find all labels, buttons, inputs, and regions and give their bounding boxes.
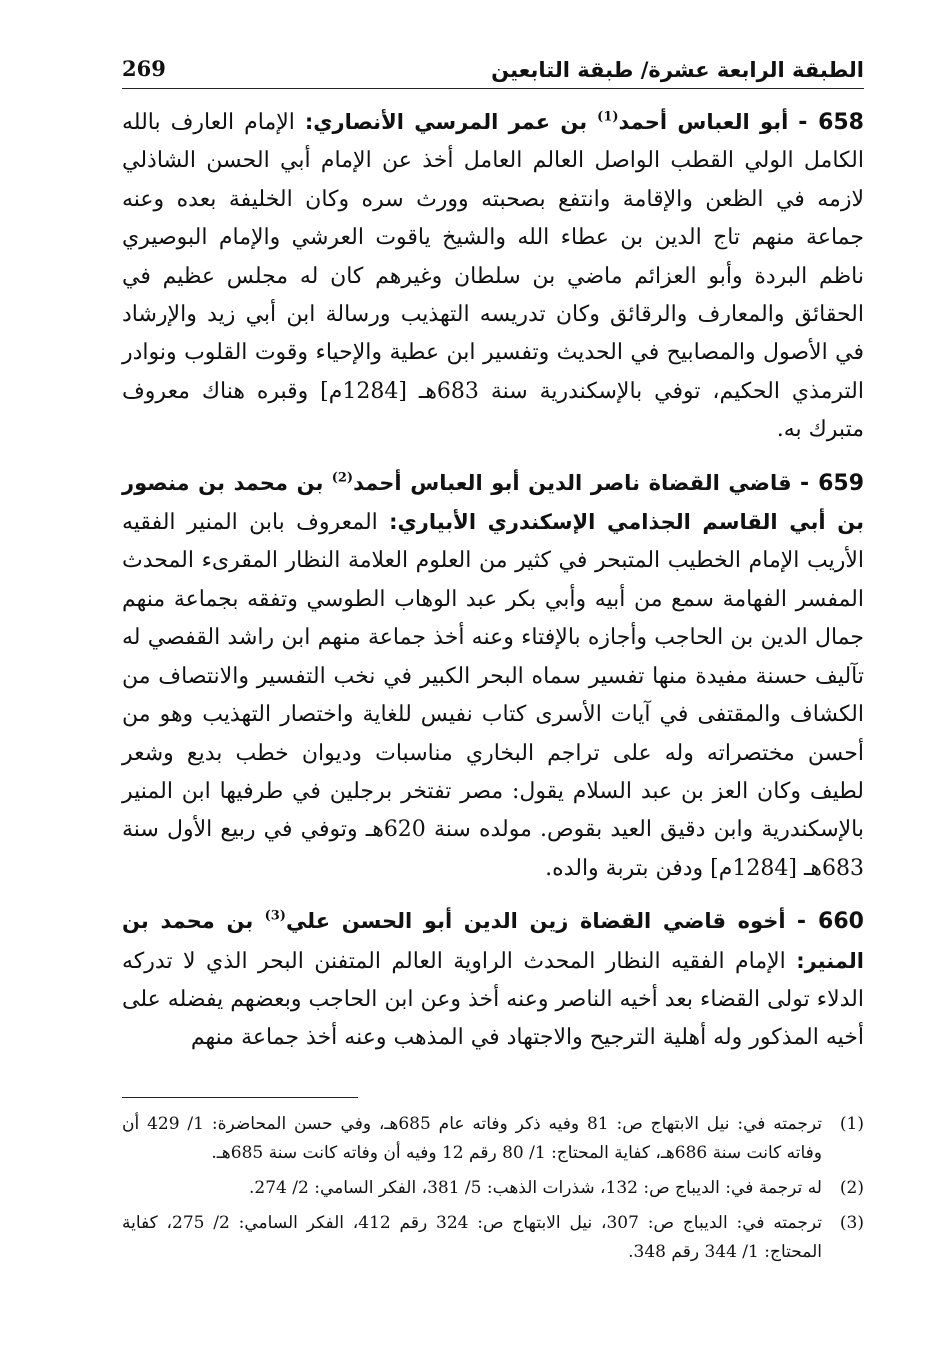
footnote-text: ترجمته في: نيل الابتهاج ص: 81 وفيه ذكر وفاته عام 685هـ، وفي حسن المحاضرة: 1/ 429 أن وفاته كانت سنة 686هـ، كفاية المحتاج: 1/ 80 رقم 12 وفيه أن وفاته كانت سنة 685هـ. <box>122 1114 822 1163</box>
entry-name: أبو العباس أحمد <box>618 110 789 134</box>
entry-number: 659 - <box>799 470 865 496</box>
page-number: 269 <box>122 56 166 81</box>
entry-text: الإمام الفقيه النظار المحدث الراوية العالم المتفنن البحر الذي لا تدركه الدلاء تولى القضاء بعد أخيه الناصر وعنه أخذ وعن ابن الحاجب وبعضهم يفضله على أخيه المذكور وله أهلية الترجيح والاجتهاد في المذهب وعنه أخذ جماعة منهم <box>122 948 864 1051</box>
entry-text: المعروف بابن المنير الفقيه الأريب الإمام الخطيب المتبحر في كثير من العلوم العلامة النظار المقرىء المحدث المفسر الفهامة سمع من أبيه وأبي بكر عبد الوهاب الطوسي وتفقه بجماعة منهم جمال الدين بن الحاجب وأجازه بالإفتاء وعنه أخذ جماعة منهم ابن راشد القفصي له تآليف حسنة مفيدة منها تفسير سماه البحر الكبير في نخب التفسير والانتصاف من الكشاف والمقتفى في آيات الأسرى كتاب نفيس للغاية واختصار التهذيب وهو من أحسن مختصراته وله على تراجم البخاري مناسبات وديوان خطب بديع وشعر لطيف وكان العز بن عبد السلام يقول: مصر تفتخر برجلين في طرفيها ابن المنير بالإسكندرية وابن دقيق العيد بقوص. مولده سنة 620هـ وتوفي في ربيع الأول سنة 683هـ [1284م] ودفن بتربة والده. <box>122 510 865 881</box>
biography-entry-658 <box>122 103 864 450</box>
entry-name-rest: بن عمر المرسي الأنصاري: <box>304 110 588 134</box>
entry-name-rest: بن محمد بن منصور بن أبي القاسم الجذامي الإسكندري الأبياري: <box>122 470 864 535</box>
page-body <box>122 103 864 1058</box>
footnote-ref: (2) <box>331 470 354 486</box>
entry-name: قاضي القضاة ناصر الدين أبو العباس أحمد <box>353 470 792 495</box>
footnote-ref: (1) <box>597 109 619 125</box>
footnote-marker: (3) <box>839 1213 864 1233</box>
entry-text: الإمام العارف بالله الكامل الولي القطب الواصل العالم العامل أخذ عن الإمام أبي الحسن الشاذلي لازمه في الظعن والإقامة وانتفع بصحبته وورث سره وكان الخليفة بعده وعنه جماعة منهم تاج الدين بن عطاء الله والشيخ ياقوت العرشي والإمام البوصيري ناظم البردة وأبو العزائم ماضي بن سلطان وغيرهم كان له مجلس عظيم في الحقائق والمعارف والرقائق وكان تدريسه التهذيب ورسالة ابن أبي زيد والإرشاد في الأصول والمصابيح في الحديث وتفسير ابن عطية والإحياء وقوت القلوب ونوادر الترمذي الحكيم، توفي بالإسكندرية سنة 683هـ [1284م] وقبره هناك معروف متبرك به. <box>122 110 864 443</box>
footnote-item <box>122 1174 864 1203</box>
footnote-divider <box>122 1097 358 1098</box>
biography-entry-659 <box>122 464 864 888</box>
running-header <box>122 52 864 89</box>
footnotes <box>122 1110 864 1273</box>
footnote-item <box>122 1209 864 1267</box>
entry-number: 660 - <box>796 909 864 935</box>
footnote-ref: (3) <box>264 908 286 924</box>
footnote-text: له ترجمة في: الديباج ص: 132، شذرات الذهب: 5/ 381، الفكر السامي: 2/ 274. <box>249 1178 822 1198</box>
footnote-marker: (2) <box>839 1178 864 1198</box>
footnote-marker: (1) <box>839 1114 864 1134</box>
biography-entry-660 <box>122 902 864 1058</box>
book-page <box>122 52 865 1262</box>
entry-name: أخوه قاضي القضاة زين الدين أبو الحسن علي <box>285 909 786 934</box>
running-title: الطبقة الرابعة عشرة/ طبقة التابعين <box>491 58 864 82</box>
entry-number: 658 - <box>798 110 864 135</box>
entry-name-rest: بن محمد بن المنير: <box>122 909 864 973</box>
footnote-text: ترجمته في: الديباج ص: 307، نيل الابتهاج ص: 324 رقم 412، الفكر السامي: 2/ 275، كفاية المحتاج: 1/ 344 رقم 348. <box>122 1213 823 1262</box>
footnote-item <box>122 1110 864 1168</box>
